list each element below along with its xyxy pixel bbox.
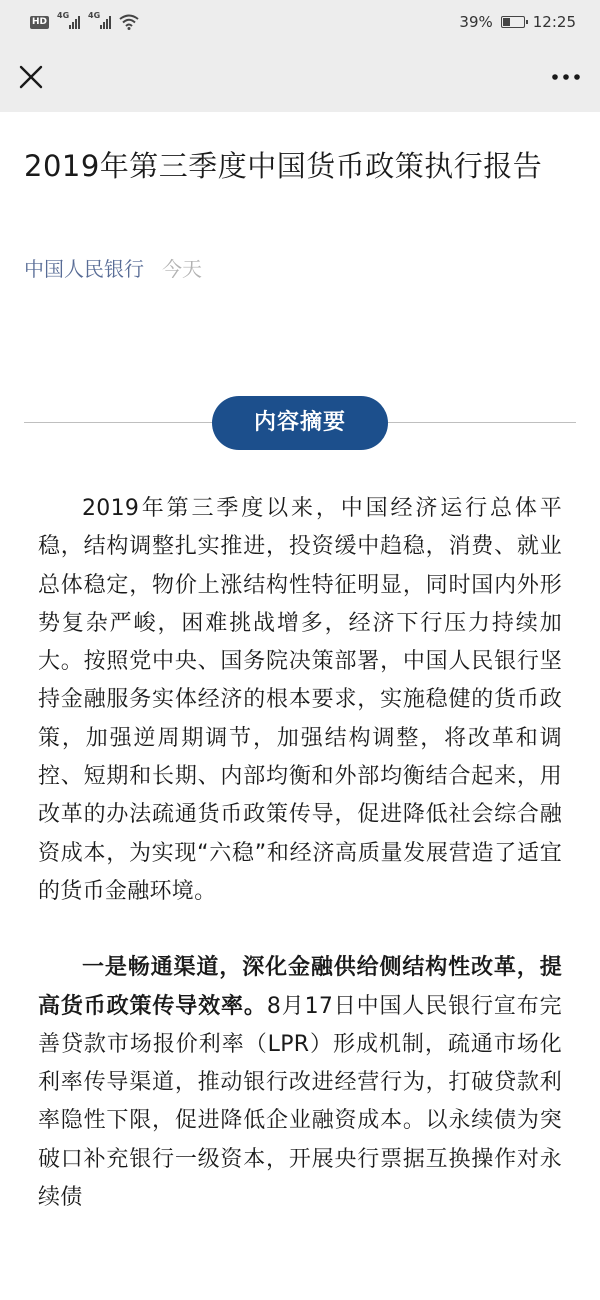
status-left [30,11,139,30]
paragraph-2-lead: 一是畅通渠道，深化金融供给侧结构性改革，提高货币政策传导效率。 [38,955,562,1019]
article-title: 2019年第三季度中国货币政策执行报告 [24,149,543,183]
author-link[interactable]: 中国人民银行 [24,257,144,281]
paragraph-1: 2019年第三季度以来，中国经济运行总体平稳，结构调整扎实推进，投资缓中趋稳，消费、就业总体稳定，物价上涨结构性特征明显，同时国内外形势复杂严峻，困难挑战增多，经济下行压力持续加大。按照党中央、国务院决策部署，中国人民银行坚持金融服务实体经济的根本要求，实施稳健的货币政策，加强逆周期调节，加强结构调整，将改革和调控、短期和长期、内部均衡和外部均衡结合起来，用改革的办法疏通货币政策传导，促进降低社会综合融资成本，为实现“六稳”和经济高质量发展营造了适宜的货币金融环境。 [38,496,562,904]
section-header: 内容摘要 [212,396,388,450]
publish-date: 今天 [162,257,202,281]
hd-icon: HD [32,16,48,27]
article-body [38,490,562,1217]
status-right [459,13,576,31]
article-meta [24,252,202,286]
close-button[interactable] [14,60,48,94]
more-icon [548,60,584,94]
wifi-icon [119,14,139,30]
battery-icon [501,16,525,28]
signal-icon: 4G [57,15,80,29]
battery-percent: 39% [459,13,493,31]
paragraph-2-text: 8月17日中国人民银行宣布完善贷款市场报价利率（LPR）形成机制，疏通市场化利率传导渠道，推动银行改进经营行为，打破贷款利率隐性下限，促进降低企业融资成本。以永续债为突破口补充银行一级资本，开展央行票据互换操作对永续债 [38,993,562,1211]
paragraph-2 [38,949,562,1217]
signal-icon-2: 4G [88,15,111,29]
close-icon [14,60,48,94]
status-bar [0,0,600,44]
clock: 12:25 [532,13,576,31]
nav-bar [0,44,600,112]
more-button[interactable] [548,60,584,94]
